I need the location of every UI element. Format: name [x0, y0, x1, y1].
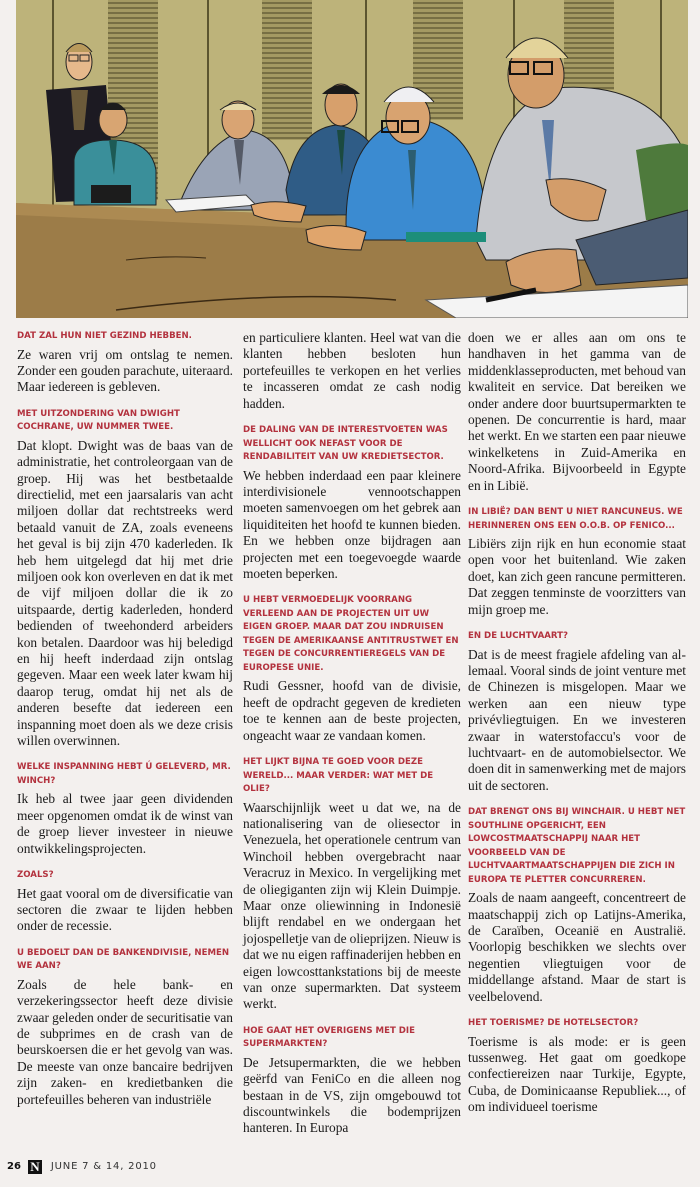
interview-question: HOE GAAT HET OVERIGENS MET DIE SUPERMARKTEN?	[243, 1025, 416, 1050]
interview-question: MET UITZONDERING VAN DWIGHT COCHRANE, UW NUMMER TWEE.	[17, 408, 180, 433]
boardroom-scene	[16, 0, 688, 318]
qa-block	[17, 947, 233, 1108]
qa-block	[243, 424, 461, 582]
interview-answer: De Jetsupermarkten, die we hebben geërfd van FeniCo en die alleen nog bestaan in de VS, zijn omgebouwd tot discountwinkels die bodemprijzen hanteren. In Europa	[243, 1054, 461, 1136]
interview-answer: Zoals de hele bank- en verzekeringssector heeft deze divisie zwaar geleden onder de securitisatie van de subprimes en de crash van de beurskoersen die er het gevolg van was. De meeste van onze bancaire bedrijven zijn zaken- en kredietbanken die portefeuilles beheren van industriële	[17, 976, 233, 1107]
page-footer	[7, 1159, 700, 1187]
interview-question: WELKE INSPANNING HEBT Ú GELEVERD, MR. WINCH?	[17, 762, 231, 786]
boardroom-illustration	[16, 0, 688, 318]
interview-question: DAT ZAL HUN NIET GEZIND HEBBEN.	[17, 331, 192, 341]
column-3	[468, 330, 686, 1128]
green-folder	[406, 232, 486, 242]
qa-block	[243, 1025, 461, 1137]
continued-answer: en particuliere klanten. Heel wat van die klanten hebben besloten hun portefeuilles te verkopen en het verlies te incasseren omdat ze cash nodig hadden.	[243, 330, 461, 411]
interview-question: HET LIJKT BIJNA TE GOED VOOR DEZE WERELD... MAAR VERDER: WAT MET DE OLIE?	[243, 757, 434, 794]
magazine-logo-icon: N	[28, 1160, 42, 1174]
interview-question: EN DE LUCHTVAART?	[468, 631, 569, 642]
interview-answer: Libiërs zijn rijk en hun economie staat open voor het buitenland. Wie zaken doet, kan zich geen rancune permitteren. Dat zeggen tenminste de voorzitters van mijn groep me.	[468, 536, 686, 617]
issue-date: JUNE 7 & 14, 2010	[50, 1161, 157, 1173]
qa-block	[468, 1017, 686, 1116]
qa-block	[468, 806, 686, 1005]
column-1	[17, 330, 233, 1120]
interview-answer: Dat klopt. Dwight was de baas van de administratie, het controleorgaan van de groep. Hij was het bestbetaalde directielid, met een jaarsalaris van acht miljoen dollar dat rechtstreeks werd betaald vanuit de ZA, zoals eveneens het geval is bij zijn 470 kaderleden. Ik heb hem uitgelegd dat hij met drie miljoen ook kon overleven en dat ik met de vijf miljoen dollar die ik zo uitspaarde, dertig kaderleden, honderd bedienden of tweehonderd arbeiders kon betalen. Daardoor was hij beledigd en hij heeft inderdaad zijn ontslag gegeven. Maar een week later kwam hij daarop terug, omdat hij net als de anderen besefte dat iedereen een inspanning moet doen als we deze crisis willen overwinnen.	[17, 437, 233, 749]
interview-answer: Het gaat vooral om de diversificatie van sectoren die zwaar te lijden hebben onder de recessie.	[17, 885, 233, 934]
qa-block	[243, 756, 461, 1013]
interview-answer: Zoals de naam aangeeft, concentreert de maatschappij zich op Latijns-Amerika, de Caraïben, Oceanië en Australië. Voorlopig beschikken we slechts over negentien vliegtuigen voor de middellange afstand. Maar de start is veelbelovend.	[468, 890, 686, 1004]
interview-answer: Ze waren vrij om ontslag te nemen. Zonder een gouden parachute, uiteraard. Maar iedereen is gebleven.	[17, 346, 233, 395]
interview-question: HET TOERISME? DE HOTELSECTOR?	[468, 1018, 639, 1029]
interview-question: U HEBT VERMOEDELIJK VOORRANG VERLEEND AAN DE PROJECTEN UIT UW EIGEN GROEP. MAAR DAT ZOU INDRUISEN TEGEN DE AMERIKAANSE ANTITRUSTWET EN TEGEN DE CONCURRENTIEREGELS VAN DE EUROPESE UNIE.	[243, 595, 459, 673]
interview-answer: Toerisme is als mode: er is geen tussenweg. Het gaat om goedkope confectiereizen naar Turkije, Egypte, Cuba, de Dominicaanse Republiek..., of om individueel toerisme	[468, 1033, 686, 1115]
interview-answer: Waarschijnlijk weet u dat we, na de nationalisering van de oliesector in Venezuela, het operationele centrum van Winchoil hebben overgebracht naar Veracruz in Mexico. In vergelijking met de oliegiganten zijn wij Klein Duimpje. Maar onze oliewinning in Indonesië blijft rendabel en we ondergaan het jojospelletje van de olieprijzen. Nieuw is dat we nu eigen raffinaderijen hebben en eigen lowcosttankstations bij de meeste van onze supermarkten. Dat systeem werkt.	[243, 799, 461, 1012]
qa-block	[17, 330, 233, 396]
continued-answer: doen we er alles aan om ons te handhaven in het gamma van de middenklasseproducten, met behoud van kwaliteit en service. Dat bereiken we onder andere door buurtsupermarkten te openen. De concurrentie is hard, maar het werkt. En we starten een paar nieuwe winkelketens in Zuid-Amerika en Noord-Afrika. Bijvoorbeeld in Egypte en in Libië.	[468, 330, 687, 493]
interview-question: IN LIBIË? DAN BENT U NIET RANCUNEUS. WE HERINNEREN ONS EEN O.O.B. OP FENICO...	[468, 507, 683, 531]
interview-question: DE DALING VAN DE INTERESTVOETEN WAS WELLICHT OOK NEFAST VOOR DE RENDABILITEIT VAN UW KREDIETSECTOR.	[243, 425, 448, 463]
interview-answer: Rudi Gessner, hoofd van de divisie, heeft de opdracht gegeven de kredieten toe te kennen aan de beste projecten, ongeacht waar ze vandaan komen.	[243, 678, 461, 743]
page-number: 26	[7, 1161, 21, 1173]
qa-block	[468, 630, 686, 794]
interview-answer: Dat is de meest fragiele afdeling van allemaal. Vooral sinds de joint venture met de Chinezen is misgelopen. Maar we werken aan een nieuw type privévliegtuigen. En we investeren zwaar in waterstofaccu's voor de luchtvaart- en de automobielsector. We doen dit in samenwerking met de majors uit de sectoren.	[468, 646, 686, 793]
interview-question: ZOALS?	[17, 870, 54, 881]
interview-question: DAT BRENGT ONS BIJ WINCHAIR. U HEBT NET SOUTHLINE OPGERICHT, EEN LOWCOSTMAATSCHAPPIJ NAAR HET VOORBEELD VAN DE LUCHTVAARTMAATSCHAPPIJEN DIE ZICH IN EUROPA TE PLETTER CONCURREREN.	[468, 807, 686, 885]
article-body	[17, 330, 685, 1149]
interview-question: U BEDOELT DAN DE BANKENDIVISIE, NEMEN WE AAN?	[17, 947, 230, 972]
column-2	[243, 330, 461, 1149]
qa-block	[17, 408, 233, 750]
interview-answer: We hebben inderdaad een paar kleinere interdivisionele vennootschappen moeten samenvoegen om het gebrek aan liquiditeiten het hoofd te kunnen bieden. En we hebben onze bijdragen aan projecten met een toegevoegde waarde moeten beperken.	[243, 467, 461, 581]
qa-block	[17, 761, 233, 857]
qa-block	[17, 869, 233, 935]
interview-answer: Ik heb al twee jaar geen dividenden meer opgenomen omdat ik de winst van de groep liever investeer in nieuwe ontwikkelingsprojecten.	[17, 791, 233, 856]
qa-block	[243, 594, 461, 744]
qa-block	[468, 506, 686, 618]
